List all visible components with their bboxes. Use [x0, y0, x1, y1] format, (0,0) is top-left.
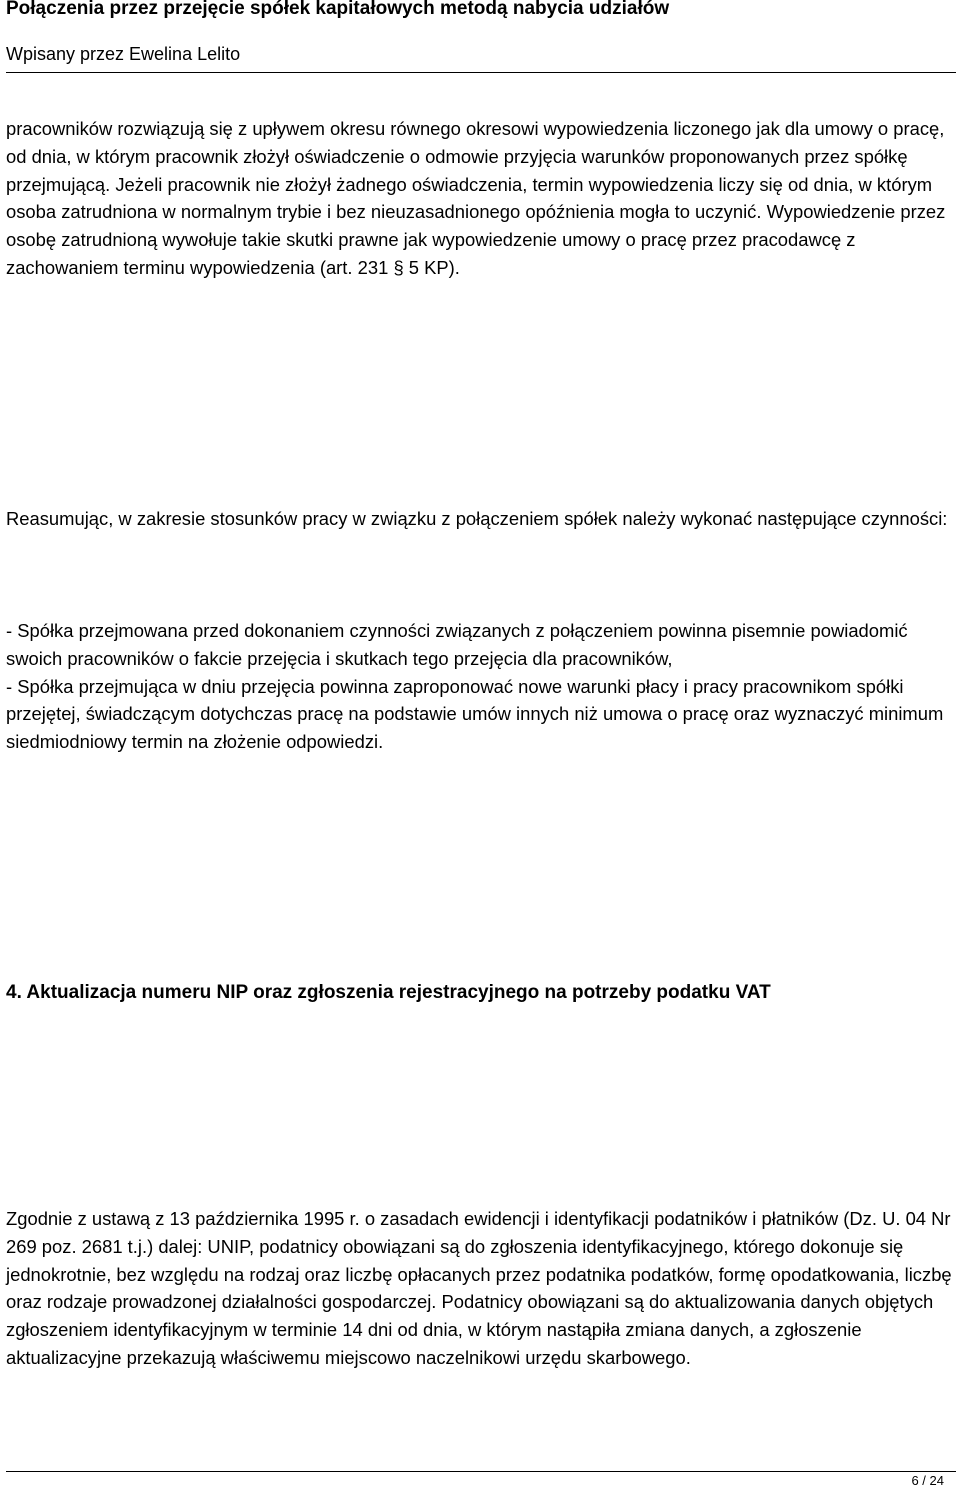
- page-header: [6, 0, 956, 73]
- action-list: [6, 617, 956, 756]
- footer-divider: [6, 1471, 956, 1472]
- page-number: 6 / 24: [911, 1473, 944, 1488]
- paragraph-termination-text: pracowników rozwiązują się z upływem okresu równego okresowi wypowiedzenia liczonego jak dla umowy o pracę, od dnia, w którym pracownik złożył oświadczenie o odmowie przyjęcia warunków proponowanych przez spółkę przejmującą. Jeżeli pracownik nie złożył żadnego oświadczenia, termin wypowiedzenia liczy się od dnia, w którym osoba zatrudniona w normalnym trybie i bez nieuzasadnionego opóźnienia mogła to uczynić. Wypowiedzenie przez osobę zatrudnioną wywołuje takie skutki prawne jak wypowiedzenie umowy o pracę przez pracodawcę z zachowaniem terminu wypowiedzenia (art. 231: [6, 118, 946, 278]
- list-item: - Spółka przejmowana przed dokonaniem czynności związanych z połączeniem powinna pisemnie powiadomić swoich pracowników o fakcie przejęcia i skutkach tego przejęcia dla pracowników,: [6, 620, 908, 669]
- section-heading: 4. Aktualizacja numeru NIP oraz zgłoszenia rejestracyjnego na potrzeby podatku VAT: [6, 982, 771, 1003]
- paragraph-nip: Zgodnie z ustawą z 13 października 1995 r. o zasadach ewidencji i identyfikacji podatników i płatników (Dz. U. 04 Nr 269 poz. 2681 t.j.) dalej: UNIP, podatnicy obowiązani są do zgłoszenia identyfikacyjnego, którego dokonuje się jednokrotnie, bez względu na rodzaj oraz liczbę opłacanych przez podatnika podatków, formę opodatkowania, liczbę oraz rodzaje prowadzonej działalności gospodarczej. Podatnicy obowiązani są do aktualizowania danych objętych zgłoszeniem identyfikacyjnym w terminie 14 dni od dnia, w którym nastąpiła zmiana danych, a zgłoszenie aktualizacyjne przekazują właściwemu miejscowo naczelnikowi urzędu skarbowego.: [6, 1208, 952, 1368]
- list-item: - Spółka przejmująca w dniu przejęcia powinna zaproponować nowe warunki płacy i pracy pracownikom spółki przejętej, świadczącym dotychczas pracę na podstawie umów innych niż umowa o pracę oraz wyznaczyć minimum siedmiodniowy termin na złożenie odpowiedzi.: [6, 675, 944, 753]
- section-sign: §: [393, 256, 404, 278]
- document-author: Wpisany przez Ewelina Lelito: [6, 44, 241, 64]
- document-title: Połączenia przez przejęcie spółek kapitałowych metodą nabycia udziałów: [6, 0, 670, 19]
- paragraph-termination-end: 5 KP).: [408, 256, 460, 278]
- paragraph-summary: Reasumując, w zakresie stosunków pracy w związku z połączeniem spółek należy wykonać następujące czynności:: [6, 508, 948, 529]
- paragraph-termination: [6, 115, 956, 282]
